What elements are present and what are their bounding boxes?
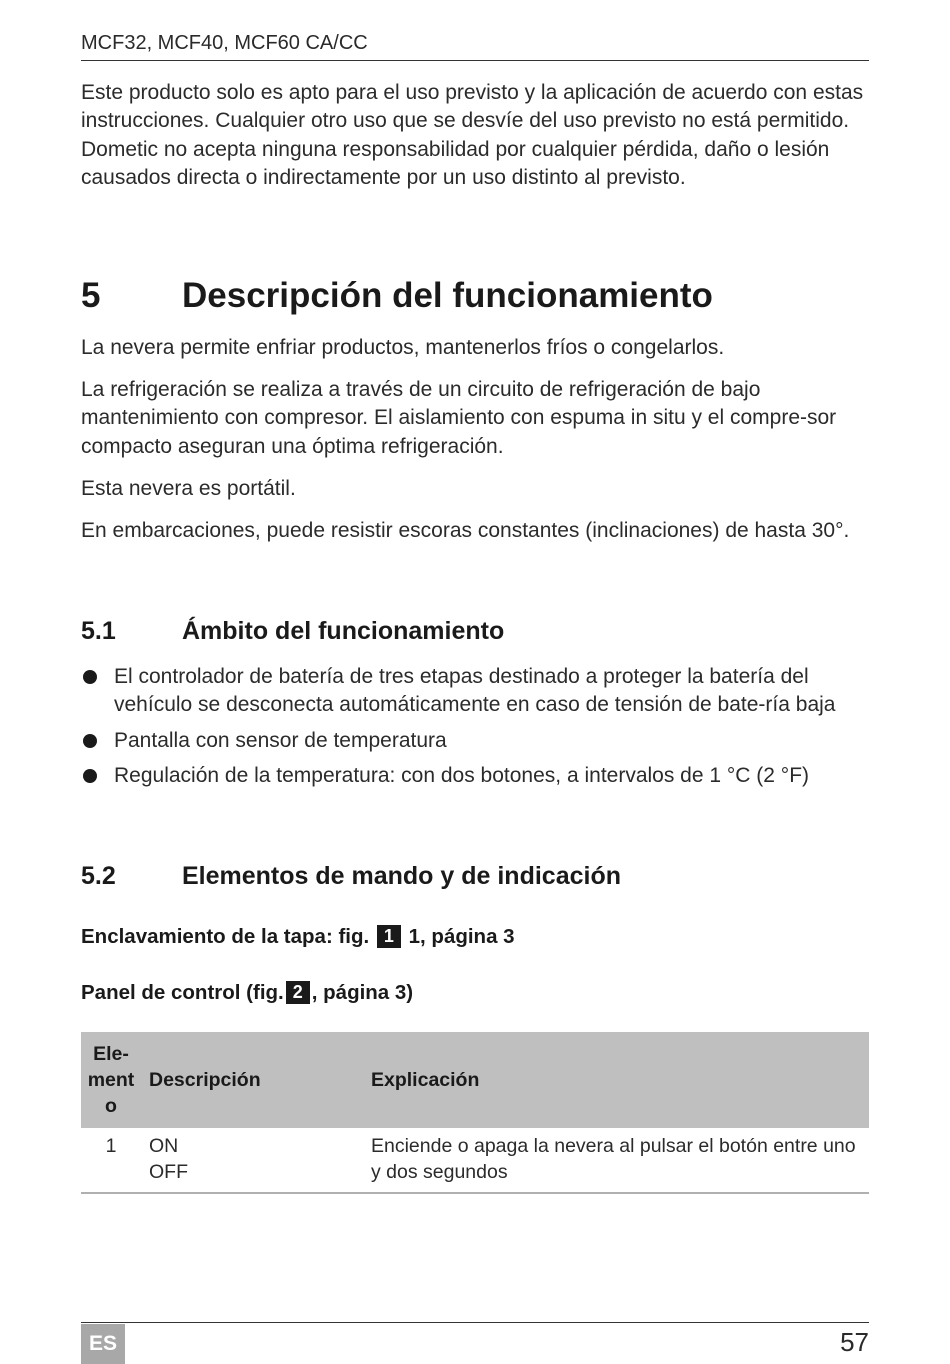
list-item	[81, 727, 869, 755]
control-elements-table	[81, 1032, 869, 1194]
lid-lock-reference	[81, 923, 869, 951]
list-item-text: Pantalla con sensor de temperatura	[114, 728, 447, 752]
table-row	[81, 1128, 869, 1193]
cell-element: 1	[81, 1128, 141, 1193]
paragraph: En embarcaciones, puede resistir escoras constantes (inclinaciones) de hasta 30°.	[81, 519, 850, 542]
table-header-row	[81, 1032, 869, 1128]
list-item	[81, 663, 869, 720]
section-title: Elementos de mando y de indicación	[182, 862, 621, 890]
figure-number-badge: 2	[286, 981, 310, 1004]
footer-divider	[81, 1322, 869, 1323]
reference-text: Enclavamiento de la tapa: fig.	[81, 925, 370, 948]
bullet-icon	[83, 670, 97, 684]
paragraph: La refrigeración se realiza a través de un circuito de refrigeración de bajo mantenimiento con compresor. El aislamiento con espuma in situ y el compre-sor compacto aseguran una óptima refrigeración.	[81, 378, 837, 458]
section-number: 5.1	[81, 617, 116, 645]
intro-paragraph: Este producto solo es apto para el uso previsto y la aplicación de acuerdo con estas instrucciones. Cualquier otro uso que se desvíe del uso previsto no está permitido. Dometic no acepta ninguna responsabilidad por cualquier pérdida, daño o lesión causados directa o indirectamente por un uso distinto al previsto.	[81, 81, 864, 189]
cell-explanation: Enciende o apaga la nevera al pulsar el botón entre uno y dos segundos	[363, 1128, 869, 1193]
section-number: 5.2	[81, 862, 116, 890]
paragraph: La nevera permite enfriar productos, mantenerlos fríos o congelarlos.	[81, 336, 725, 359]
list-item-text: Regulación de la temperatura: con dos botones, a intervalos de 1 °C (2 °F)	[114, 763, 810, 787]
reference-text: Panel de control (fig.	[81, 981, 284, 1004]
column-header-element: Ele- ment o	[81, 1032, 141, 1128]
section-number: 5	[81, 276, 101, 315]
manual-page	[81, 0, 869, 1364]
list-item-text: El controlador de batería de tres etapas destinado a proteger la batería del vehículo se desconecta automáticamente en caso de tensión de bate-ría baja	[114, 665, 836, 717]
section-title: Ámbito del funcionamiento	[182, 617, 505, 645]
bullet-icon	[83, 769, 97, 783]
cell-description: ON OFF	[141, 1128, 363, 1193]
feature-list	[81, 663, 869, 797]
running-header: MCF32, MCF40, MCF60 CA/CC	[81, 30, 869, 61]
language-tab: ES	[81, 1324, 125, 1364]
paragraph: Esta nevera es portátil.	[81, 477, 296, 500]
section-title: Descripción del funcionamiento	[182, 276, 713, 315]
column-header-description: Descripción	[141, 1032, 363, 1128]
reference-text: 1, página 3	[408, 925, 515, 948]
reference-text: , página 3)	[311, 981, 414, 1004]
page-number: 57	[840, 1327, 869, 1357]
figure-number-badge: 1	[377, 925, 401, 948]
control-panel-reference	[81, 979, 869, 1007]
column-header-explanation: Explicación	[363, 1032, 869, 1128]
list-item	[81, 762, 869, 790]
bullet-icon	[83, 734, 97, 748]
